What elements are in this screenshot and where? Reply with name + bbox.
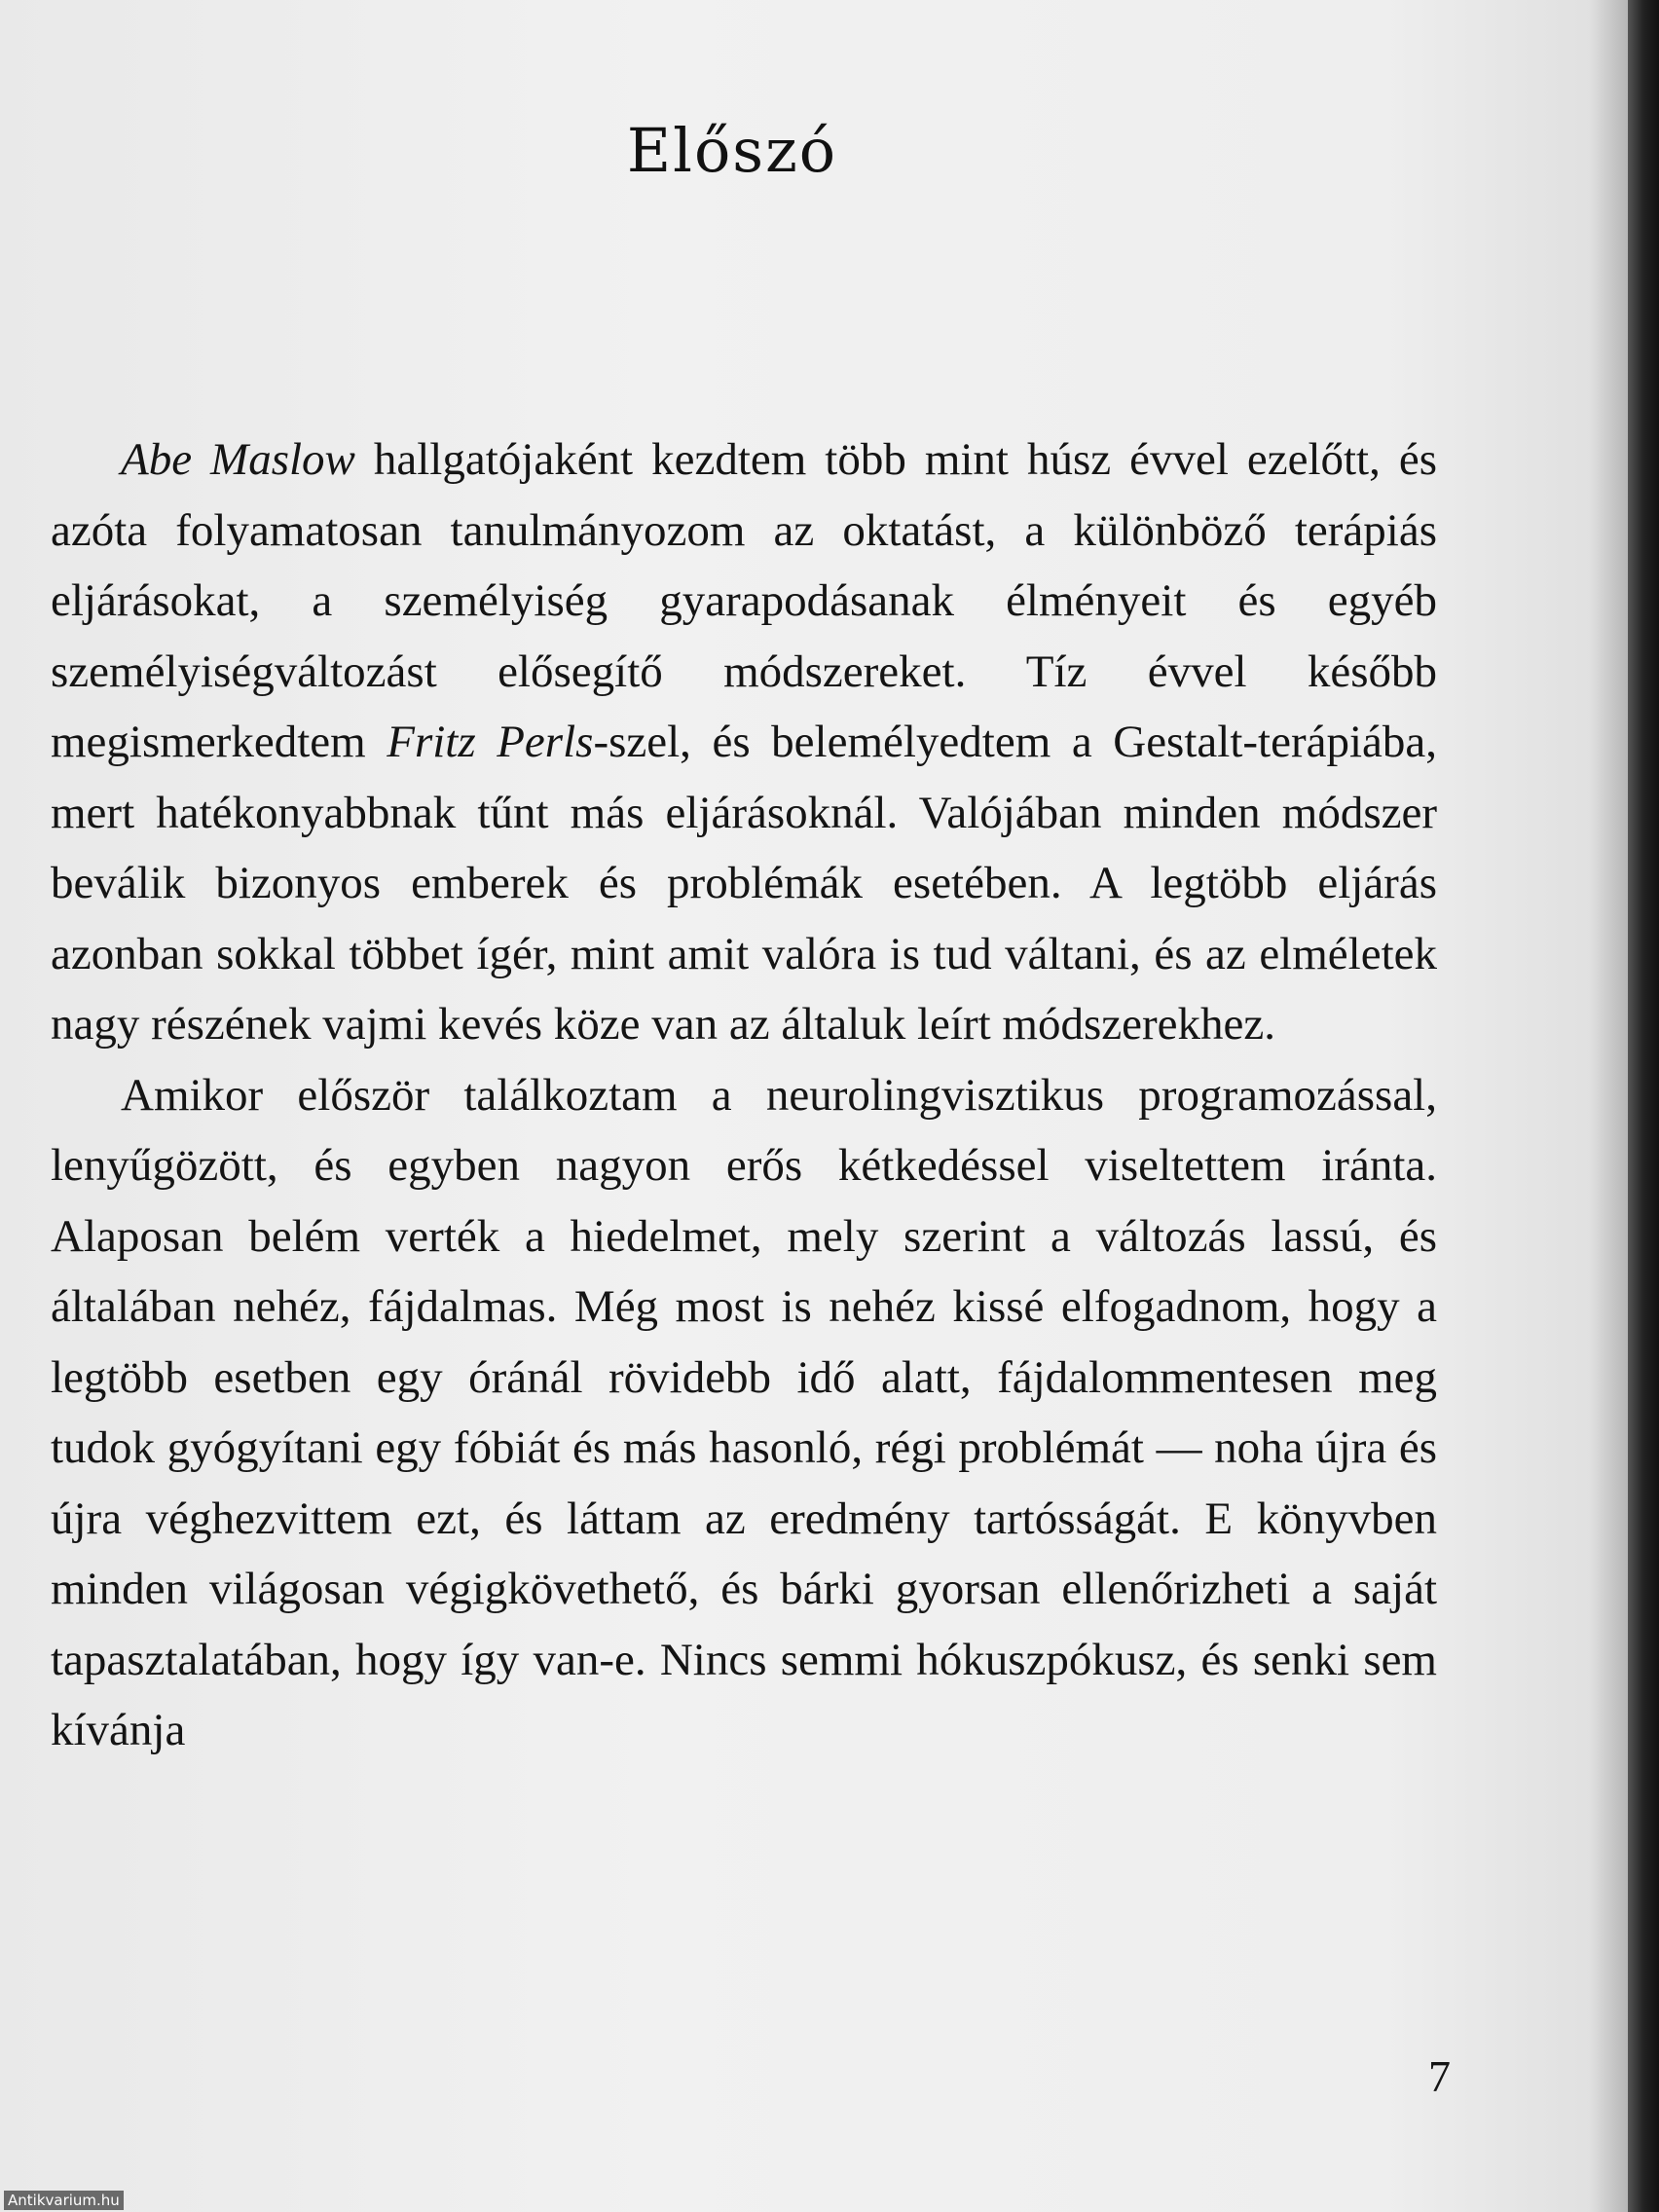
text-segment: hallgatójaként kezdtem több mint húsz évvel ezelőtt, és azóta folyamatosan tanulmányozom az oktatást, a különböző terápiás eljárásokat, a személyiség gyarapodásanak élményeit és egyéb személyiségváltozást elősegítő módszereket. Tíz évvel később megismerkedtem <box>51 434 1437 767</box>
text-segment: Fritz Perls <box>387 717 594 767</box>
paragraph-2 <box>51 1060 1437 1766</box>
text-segment: Amikor először találkoztam a neurolingvisztikus programozással, lenyűgözött, és egyben nagyon erős kétkedéssel viseltettem iránta. Alaposan belém verték a hiedelmet, mely szerint a változás lassú, és általában nehéz, fájdalmas. Még most is nehéz kissé elfogadnom, hogy a legtöbb esetben egy óránál rövidebb idő alatt, fájdalommentesen meg tudok gyógyítani egy fóbiát és más hasonló, régi problémát — noha újra és újra véghezvittem ezt, és láttam az eredmény tartósságát. E könyvben minden világosan végigkövethető, és bárki gyorsan ellenőrizheti a saját tapasztalatában, hogy így van-e. Nincs semmi hókuszpókusz, és senki sem kívánja <box>51 1069 1437 1755</box>
page-title: Előszó <box>626 115 838 186</box>
spine-shadow <box>1589 0 1628 2212</box>
paragraph-1 <box>51 424 1437 1060</box>
page-number: 7 <box>1428 2051 1451 2101</box>
text-segment: -szel, és belemélyedtem a Gestalt-terápiába, mert hatékonyabbnak tűnt más eljárásoknál. Valójában minden módszer beválik bizonyos emberek és problémák esetében. A legtöbb eljárás azonban sokkal többet ígér, mint amit valóra is tud váltani, és az elméletek nagy részének vajmi kevés köze van az általuk leírt módszerekhez. <box>51 717 1437 1050</box>
text-segment: Abe Maslow <box>121 434 355 485</box>
book-edge <box>1628 0 1659 2212</box>
watermark: Antikvarium.hu <box>4 2191 124 2210</box>
body-text <box>51 424 1437 1766</box>
